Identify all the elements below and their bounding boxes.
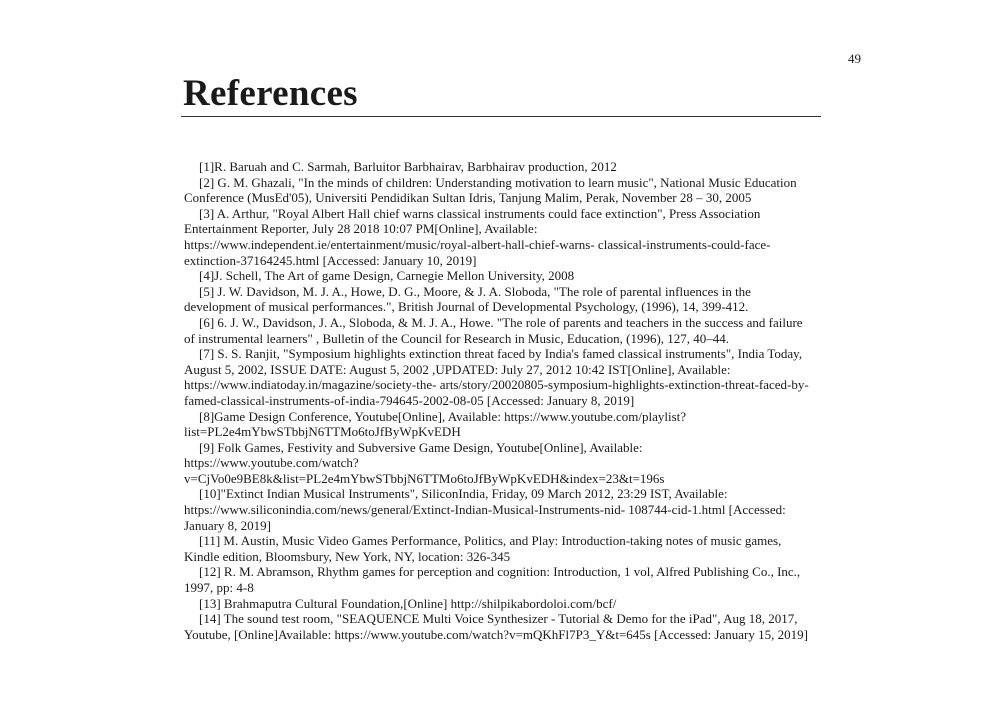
reference-item: [5] J. W. Davidson, M. J. A., Howe, D. G., Moore, & J. A. Sloboda, "The role of parental influences in the development of musical performances.", British Journal of Developmental Psychology, (1996), 14, 399-412. bbox=[184, 283, 751, 315]
reference-item: [12] R. M. Abramson, Rhythm games for perception and cognition: Introduction, 1 vol, Alfred Publishing Co., Inc., 1997, pp: 4-8 bbox=[184, 564, 801, 596]
reference-item: [13] Brahmaputra Cultural Foundation,[Online] http://shilpikabordoloi.com/bcf/ bbox=[199, 595, 617, 611]
reference-item: [9] Folk Games, Festivity and Subversive Game Design, Youtube[Online], Available: https://www.youtube.com/watch?v=CjVo0e9BE8k&list=PL2e4mYbwSTbbjN6TTMo6toJfByWpKvEDH&index=23&t=196s bbox=[184, 439, 665, 486]
reference-item: [7] S. S. Ranjit, "Symposium highlights extinction threat faced by India's famed classical instruments", India Today, August 5, 2002, ISSUE DATE: August 5, 2002 ,UPDATED: July 27, 2012 10:42 IST[Online], Available: https://www.indiatoday.in/magazine/society-the- arts/story/20020805-symposium-highlights-extinction-threat-faced-by-famed-classical-instruments-of-india-794645-2002-08-05 [Accessed: January 8, 2019] bbox=[184, 346, 809, 408]
reference-list bbox=[184, 159, 812, 642]
reference-item: [8]Game Design Conference, Youtube[Online], Available: https://www.youtube.com/playlist?list=PL2e4mYbwSTbbjN6TTMo6toJfByWpKvEDH bbox=[184, 408, 687, 440]
page-title: References bbox=[183, 73, 358, 114]
reference-item: [3] A. Arthur, "Royal Albert Hall chief warns classical instruments could face extinction", Press Association Entertainment Reporter, July 28 2018 10:07 PM[Online], Available: https://www.independent.ie/entertainment/music/royal-albert-hall-chief-warns- classical-instruments-could-face-extinction-37164245.html [Accessed: January 10, 2019] bbox=[184, 205, 771, 268]
reference-item: [6] 6. J. W., Davidson, J. A., Sloboda, & M. J. A., Howe. "The role of parents and teachers in the success and failure of instrumental learners" , Bulletin of the Council for Research in Music, Education, (1996), 127, 40–44. bbox=[184, 314, 803, 346]
reference-item: [1]R. Baruah and C. Sarmah, Barluitor Barbhairav, Barbhairav production, 2012 bbox=[199, 159, 617, 174]
reference-item: [10]"Extinct Indian Musical Instruments", SiliconIndia, Friday, 09 March 2012, 23:29 IST, Available: https://www.siliconindia.com/news/general/Extinct-Indian-Musical-Instruments-nid- 108744-cid-1.html [Accessed: January 8, 2019] bbox=[184, 486, 786, 533]
reference-item: [11] M. Austin, Music Video Games Performance, Politics, and Play: Introduction-taking notes of music games, Kindle edition, Bloomsbury, New York, NY, location: 326-345 bbox=[184, 533, 782, 564]
reference-item: [4]J. Schell, The Art of game Design, Carnegie Mellon University, 2008 bbox=[199, 268, 575, 284]
title-underline bbox=[181, 116, 821, 117]
reference-item: [2] G. M. Ghazali, "In the minds of children: Understanding motivation to learn music", National Music Education Conference (MusEd'05), Universiti Pendidikan Sultan Idris, Tanjung Malim, Perak, November 28 – 30, 2005 bbox=[184, 174, 797, 206]
page-number: 49 bbox=[848, 51, 861, 66]
reference-item: [14] The sound test room, "SEAQUENCE Multi Voice Synthesizer - Tutorial & Demo for the iPad", Aug 18, 2017, Youtube, [Online]Available: https://www.youtube.com/watch?v=mQKhFl7P3_Y&t=645s [Accessed: January 15, 2019] bbox=[184, 611, 808, 642]
